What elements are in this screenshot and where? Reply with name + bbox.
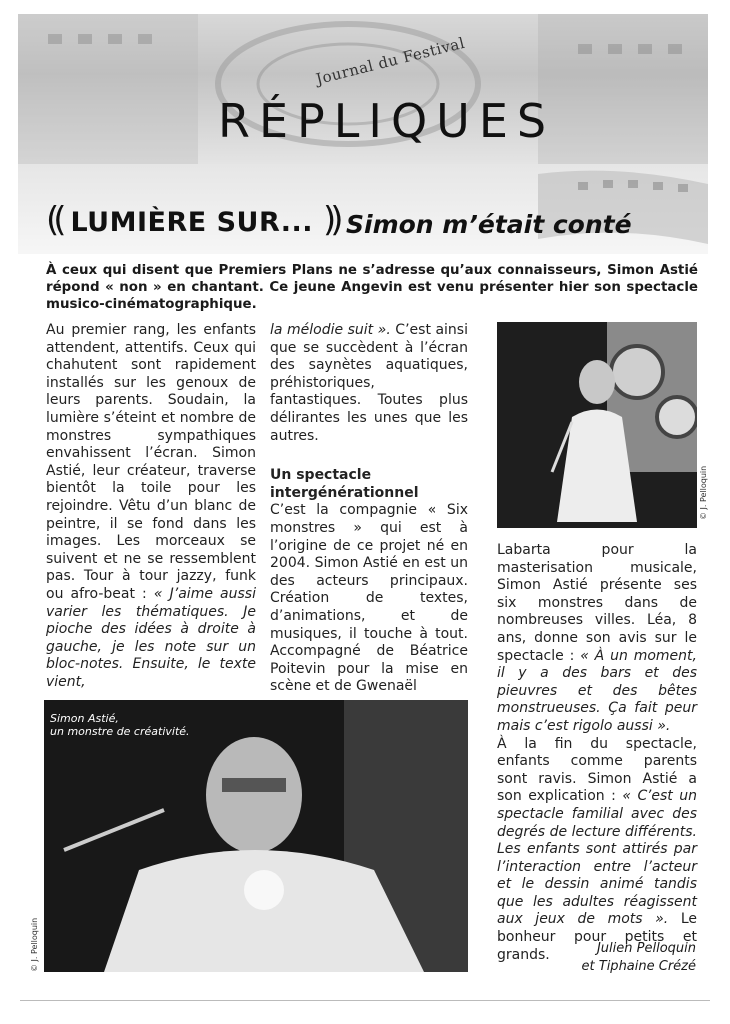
close-parenthesis-ornament: )) bbox=[322, 200, 338, 240]
performer-portrait-image bbox=[44, 700, 468, 972]
article-column-3 bbox=[497, 542, 697, 964]
col3-quote: « À un moment, il y a des bars et des pieuvres et des bêtes monstrueuses. Ça fait peur mais c’est rigolo aussi ». bbox=[497, 647, 697, 734]
caption-line-1: Simon Astié, bbox=[50, 712, 119, 725]
masthead-title: RÉPLIQUES bbox=[218, 94, 556, 148]
photo-caption bbox=[50, 712, 190, 738]
open-parenthesis-ornament: (( bbox=[46, 200, 61, 240]
article-lede: À ceux qui disent que Premiers Plans ne s’adresse qu’aux connaisseurs, Simon Astié répond « non » en chantant. Ce jeune Angevin est venu présenter hier son spectacle musico-cinématographique. bbox=[46, 263, 698, 312]
caption-line-2: un monstre de créativité. bbox=[50, 725, 190, 738]
performer-with-projection-image bbox=[497, 322, 697, 528]
rubric-text: LUMIÈRE SUR... bbox=[70, 207, 314, 238]
author-2: et Tiphaine Crézé bbox=[581, 959, 696, 974]
author-1: Julien Pelloquin bbox=[596, 941, 696, 956]
rubric-label bbox=[46, 200, 337, 240]
col3-text3: Le bonheur pour petits et grands. bbox=[497, 911, 698, 963]
article-byline bbox=[582, 940, 696, 976]
photo-credit-top: © J. Pelloquin bbox=[699, 465, 708, 520]
col3-text2: À la fin du spectacle, enfants comme parents sont ravis. Simon Astié a son explication : bbox=[497, 735, 697, 805]
col1-text: Au premier rang, les enfants attendent, attentifs. Ceux qui chahutent sont rapidement installés sur les genoux de leurs parents. Soudain, la lumière s’éteint et nombre de monstres sympathiques envahissent l’écran. Simon Astié, leur créateur, traverse bientôt la toile pour les rejoindre. Vêtu d’un blanc de peintre, il se fond dans les images. Les morceaux se suivent et ne se ressemblent pas. Tour à tour jazzy, funk ou afro-beat : bbox=[46, 322, 256, 602]
col2-text2: C’est la compagnie « Six monstres » qui est à l’origine de ce projet né en 2004. Simon Astié en est un des acteurs principaux. Création de textes, d’animations, et de musiques, il touche à tout. Accompagné de Béatrice Poitevin pour la mise en scène et de Gwenaël bbox=[270, 502, 468, 695]
col2-text: C’est ainsi que se succèdent à l’écran des saynètes aquatiques, préhistoriques, fantastiques. Toutes plus délirantes les unes que les autres. bbox=[270, 322, 468, 444]
stage-photo-main bbox=[44, 700, 468, 972]
col3-text: Labarta pour la masterisation musicale, Simon Astié présente ses six monstres dans de nombreuses villes. Léa, 8 ans, donne son avis sur le spectacle : bbox=[497, 542, 697, 664]
col1-quote: « J’aime aussi varier les thématiques. Je pioche des idées à droite à gauche, je les note sur un bloc-notes. Ensuite, le texte vient, bbox=[46, 585, 256, 690]
masthead-kicker: Journal du Festival bbox=[314, 33, 467, 89]
article-headline: Simon m’était conté bbox=[346, 210, 632, 239]
col3-quote2: « C’est un spectacle familial avec des degrés de lecture différents. Les enfants sont attirés par l’interaction entre l’acteur et le dessin animé tandis que les adultes réagissent aux jeux de mots ». bbox=[497, 788, 697, 928]
bottom-divider bbox=[20, 1000, 710, 1001]
photo-credit-bottom: © J. Pelloquin bbox=[30, 917, 39, 972]
article-column-1 bbox=[46, 322, 256, 691]
section-subhead: Un spectacle intergénérationnel bbox=[270, 467, 419, 501]
col2-quote: la mélodie suit ». bbox=[270, 322, 391, 338]
article-column-2 bbox=[270, 322, 468, 696]
stage-photo-top bbox=[497, 322, 697, 528]
